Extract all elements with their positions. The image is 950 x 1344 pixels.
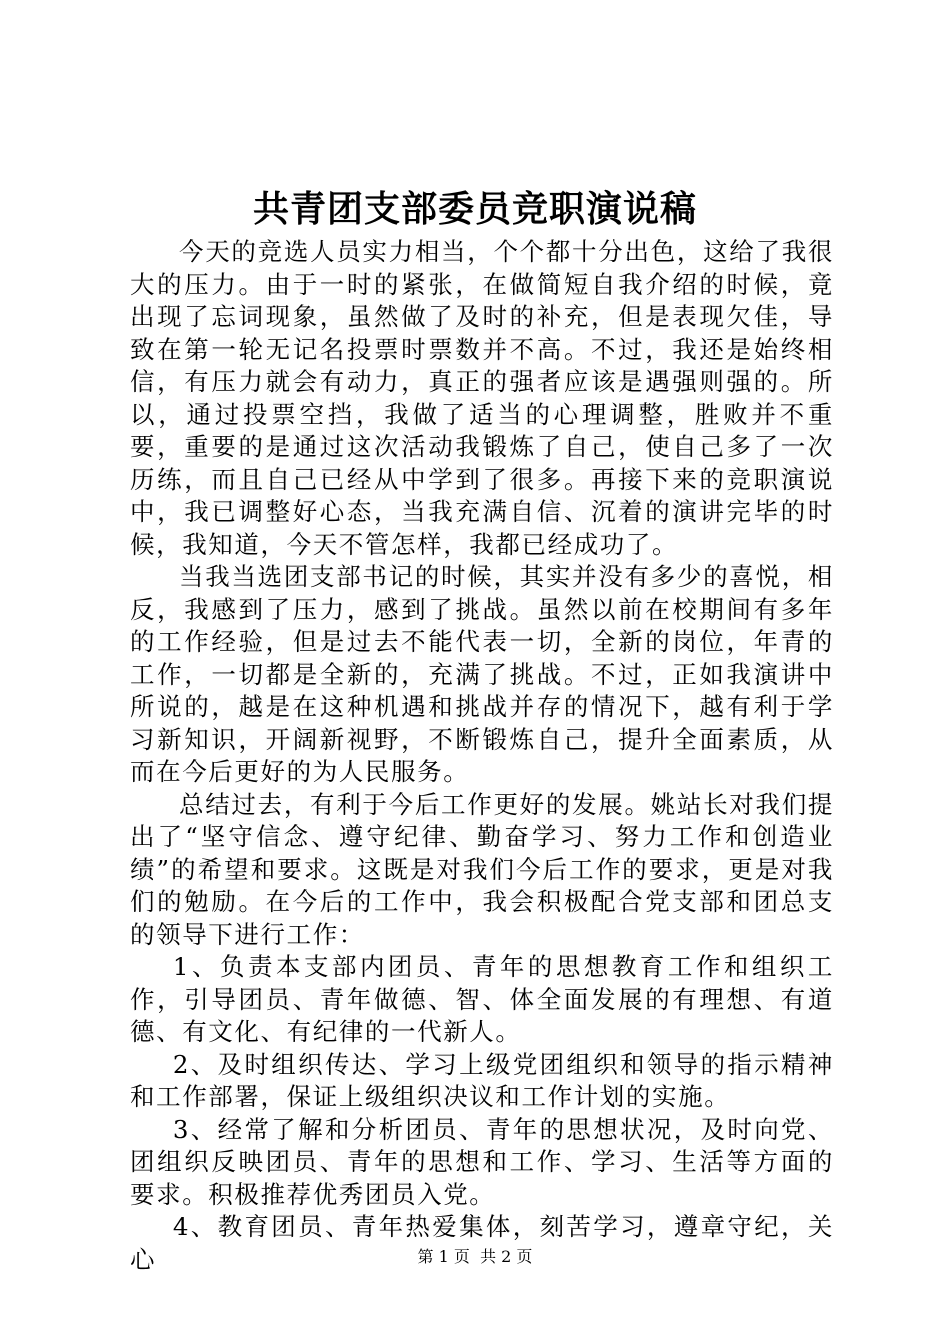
- list-item: 4、教育团员、青年热爱集体，刻苦学习，遵章守纪，关心: [130, 1212, 834, 1274]
- list-item: 1、负责本支部内团员、青年的思想教育工作和组织工作，引导团员、青年做德、智、体全面发展的有理想、有道德、有文化、有纪律的一代新人。: [130, 952, 834, 1046]
- paragraph: 今天的竞选人员实力相当，个个都十分出色，这给了我很大的压力。由于一时的紧张，在做简短自我介绍的时候，竟出现了忘词现象，虽然做了及时的补充，但是表现欠佳，导致在第一轮无记名投票时票数并不高。不过，我还是始终相信，有压力就会有动力，真正的强者应该是遇强则强的。所以，通过投票空挡，我做了适当的心理调整，胜败并不重要，重要的是通过这次活动我锻炼了自己，使自己多了一次历练，而且自己已经从中学到了很多。再接下来的竞职演说中，我已调整好心态，当我充满自信、沉着的演讲完毕的时候，我知道，今天不管怎样，我都已经成功了。: [130, 237, 834, 559]
- list-item: 3、经常了解和分析团员、青年的思想状况，及时向党、团组织反映团员、青年的思想和工作、学习、生活等方面的要求。积极推荐优秀团员入党。: [130, 1114, 834, 1209]
- document-title: 共青团支部委员竞职演说稿: [252, 188, 697, 230]
- paragraph: 当我当选团支部书记的时候，其实并没有多少的喜悦，相反，我感到了压力，感到了挑战。虽然以前在校期间有多年的工作经验，但是过去不能代表一切，全新的岗位，年青的工作，一切都是全新的，充满了挑战。不过，正如我演讲中所说的，越是在这种机遇和挑战并存的情况下，越有利于学习新知识，开阔新视野，不断锻炼自己，提升全面素质，从而在今后更好的为人民服务。: [130, 562, 834, 786]
- paragraph: 总结过去，有利于今后工作更好的发展。姚站长对我们提出了“坚守信念、遵守纪律、勤奋学习、努力工作和创造业绩”的希望和要求。这既是对我们今后工作的要求，更是对我们的勉励。在今后的工作中，我会积极配合党支部和团总支的领导下进行工作：: [130, 789, 834, 949]
- list-item: 2、及时组织传达、学习上级党团组织和领导的指示精神和工作部署，保证上级组织决议和工作计划的实施。: [130, 1049, 834, 1111]
- page-number: 第 1 页 共 2 页: [417, 1247, 533, 1266]
- page-footer: [0, 1246, 950, 1268]
- document-body: [130, 236, 834, 1276]
